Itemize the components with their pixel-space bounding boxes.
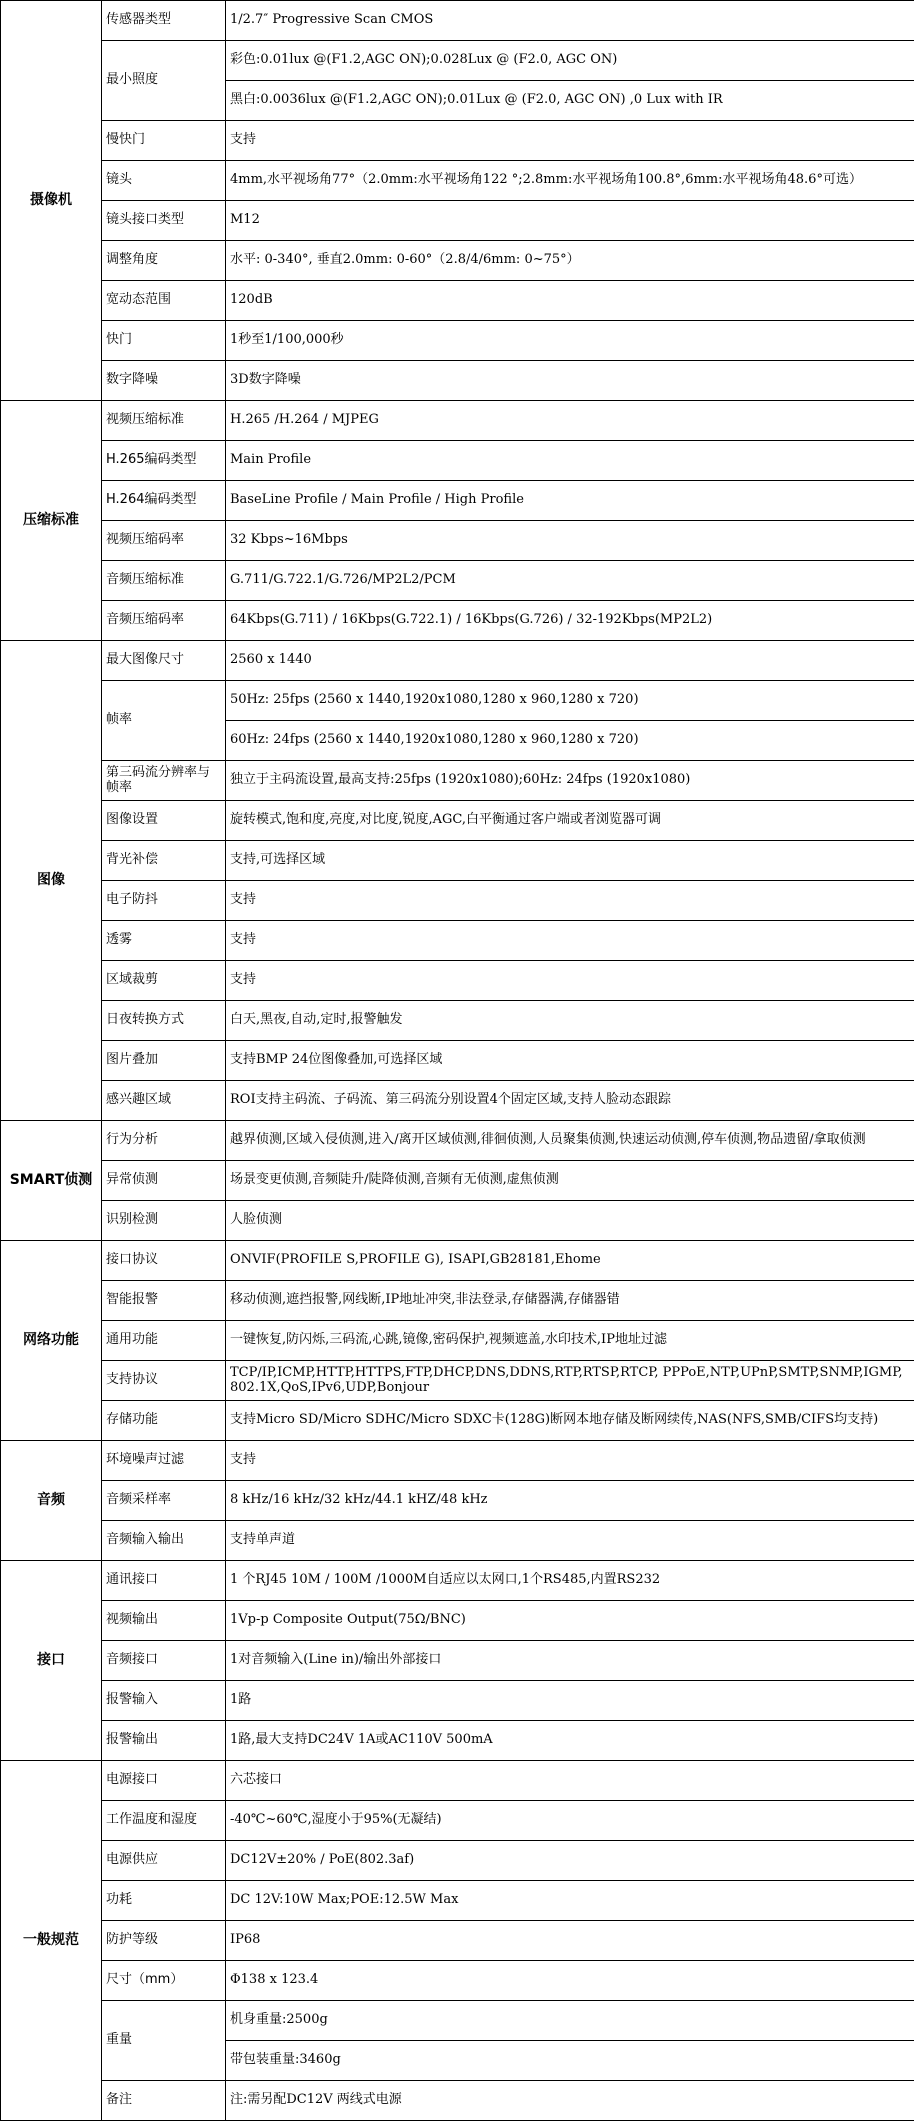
table-row <box>1 121 914 161</box>
spec-value: ROI支持主码流、子码流、第三码流分别设置4个固定区域,支持人脸动态跟踪 <box>226 1081 914 1121</box>
spec-value: 4mm,水平视场角77°（2.0mm:水平视场角122 °;2.8mm:水平视场角100.8°,6mm:水平视场角48.6°可选） <box>226 161 914 201</box>
spec-value: 1秒至1/100,000秒 <box>226 321 914 361</box>
table-row <box>1 41 914 81</box>
table-row <box>1 2081 914 2121</box>
spec-value: M12 <box>226 201 914 241</box>
spec-label: 慢快门 <box>102 121 226 161</box>
table-row <box>1 1921 914 1961</box>
table-row <box>1 1201 914 1241</box>
spec-value: 支持 <box>226 1441 914 1481</box>
spec-label: 音频采样率 <box>102 1481 226 1521</box>
spec-value: BaseLine Profile / Main Profile / High Profile <box>226 481 914 521</box>
spec-value: DC12V±20% / PoE(802.3af) <box>226 1841 914 1881</box>
spec-table-body <box>1 1 914 2121</box>
spec-value: 1/2.7″ Progressive Scan CMOS <box>226 1 914 41</box>
spec-label: 存储功能 <box>102 1401 226 1441</box>
spec-label: 接口协议 <box>102 1241 226 1281</box>
spec-label: 音频输入输出 <box>102 1521 226 1561</box>
table-row <box>1 1041 914 1081</box>
spec-label: 宽动态范围 <box>102 281 226 321</box>
spec-label: 视频输出 <box>102 1601 226 1641</box>
table-row <box>1 441 914 481</box>
table-row <box>1 801 914 841</box>
table-row <box>1 1321 914 1361</box>
spec-value: ONVIF(PROFILE S,PROFILE G), ISAPI,GB28181,Ehome <box>226 1241 914 1281</box>
table-row <box>1 561 914 601</box>
spec-value: 黑白:0.0036lux @(F1.2,AGC ON);0.01Lux @ (F2.0, AGC ON) ,0 Lux with IR <box>226 81 914 121</box>
table-row <box>1 1001 914 1041</box>
spec-label: 最小照度 <box>102 41 226 121</box>
table-row <box>1 321 914 361</box>
table-row <box>1 1681 914 1721</box>
section-category: 摄像机 <box>1 1 102 401</box>
spec-label: 识别检测 <box>102 1201 226 1241</box>
spec-label: 报警输入 <box>102 1681 226 1721</box>
spec-value: 机身重量:2500g <box>226 2001 914 2041</box>
table-row <box>1 1081 914 1121</box>
spec-value: 64Kbps(G.711) / 16Kbps(G.722.1) / 16Kbps(G.726) / 32-192Kbps(MP2L2) <box>226 601 914 641</box>
table-row <box>1 1401 914 1441</box>
spec-value: 移动侦测,遮挡报警,网线断,IP地址冲突,非法登录,存储器满,存储器错 <box>226 1281 914 1321</box>
table-row <box>1 1641 914 1681</box>
table-row <box>1 841 914 881</box>
spec-label: 备注 <box>102 2081 226 2121</box>
table-row <box>1 1441 914 1481</box>
spec-label: 防护等级 <box>102 1921 226 1961</box>
spec-value: 8 kHz/16 kHz/32 kHz/44.1 kHZ/48 kHz <box>226 1481 914 1521</box>
spec-label: 帧率 <box>102 681 226 761</box>
spec-value: IP68 <box>226 1921 914 1961</box>
table-row <box>1 1721 914 1761</box>
section-category: 接口 <box>1 1561 102 1761</box>
spec-value: DC 12V:10W Max;POE:12.5W Max <box>226 1881 914 1921</box>
spec-label: H.265编码类型 <box>102 441 226 481</box>
spec-value: 支持,可选择区域 <box>226 841 914 881</box>
table-row <box>1 2001 914 2041</box>
spec-value: 120dB <box>226 281 914 321</box>
table-row <box>1 401 914 441</box>
spec-label: 透雾 <box>102 921 226 961</box>
section-category: SMART侦测 <box>1 1121 102 1241</box>
spec-label: 音频压缩码率 <box>102 601 226 641</box>
spec-value: Main Profile <box>226 441 914 481</box>
table-row <box>1 1841 914 1881</box>
spec-value: Φ138 x 123.4 <box>226 1961 914 2001</box>
table-row <box>1 961 914 1001</box>
spec-label: 数字降噪 <box>102 361 226 401</box>
spec-label: 功耗 <box>102 1881 226 1921</box>
table-row <box>1 161 914 201</box>
table-row <box>1 361 914 401</box>
spec-value: 1 个RJ45 10M / 100M /1000M自适应以太网口,1个RS485,内置RS232 <box>226 1561 914 1601</box>
section-category: 网络功能 <box>1 1241 102 1441</box>
spec-value: 60Hz: 24fps (2560 x 1440,1920x1080,1280 x 960,1280 x 720) <box>226 721 914 761</box>
spec-label: 视频压缩标准 <box>102 401 226 441</box>
spec-label: 第三码流分辨率与帧率 <box>102 761 226 801</box>
spec-label: 电源接口 <box>102 1761 226 1801</box>
spec-value: TCP/IP,ICMP,HTTP,HTTPS,FTP,DHCP,DNS,DDNS,RTP,RTSP,RTCP, PPPoE,NTP,UPnP,SMTP,SNMP,IGMP,802.1X,QoS,IPv6,UDP,Bonjour <box>226 1361 914 1401</box>
spec-label: 图像设置 <box>102 801 226 841</box>
spec-value: 支持Micro SD/Micro SDHC/Micro SDXC卡(128G)断网本地存储及断网续传,NAS(NFS,SMB/CIFS均支持) <box>226 1401 914 1441</box>
spec-value: 人脸侦测 <box>226 1201 914 1241</box>
spec-label: 电源供应 <box>102 1841 226 1881</box>
section-category: 音频 <box>1 1441 102 1561</box>
spec-label: 最大图像尺寸 <box>102 641 226 681</box>
spec-value: 50Hz: 25fps (2560 x 1440,1920x1080,1280 x 960,1280 x 720) <box>226 681 914 721</box>
table-row <box>1 1 914 41</box>
spec-label: 日夜转换方式 <box>102 1001 226 1041</box>
table-row <box>1 1561 914 1601</box>
table-row <box>1 761 914 801</box>
spec-value: 六芯接口 <box>226 1761 914 1801</box>
table-row <box>1 1161 914 1201</box>
spec-value: 越界侦测,区域入侵侦测,进入/离开区域侦测,徘徊侦测,人员聚集侦测,快速运动侦测,停车侦测,物品遗留/拿取侦测 <box>226 1121 914 1161</box>
spec-label: 快门 <box>102 321 226 361</box>
table-row <box>1 881 914 921</box>
spec-label: 镜头 <box>102 161 226 201</box>
spec-value: 2560 x 1440 <box>226 641 914 681</box>
spec-label: 重量 <box>102 2001 226 2081</box>
spec-value: 水平: 0-340°, 垂直2.0mm: 0-60°（2.8/4/6mm: 0~75°） <box>226 241 914 281</box>
table-row <box>1 601 914 641</box>
spec-label: 环境噪声过滤 <box>102 1441 226 1481</box>
spec-label: 通讯接口 <box>102 1561 226 1601</box>
spec-value: 1路 <box>226 1681 914 1721</box>
spec-label: 报警输出 <box>102 1721 226 1761</box>
spec-value: 1路,最大支持DC24V 1A或AC110V 500mA <box>226 1721 914 1761</box>
table-row <box>1 1961 914 2001</box>
spec-value: 带包装重量:3460g <box>226 2041 914 2081</box>
table-row <box>1 1121 914 1161</box>
table-row <box>1 241 914 281</box>
table-row <box>1 521 914 561</box>
table-row <box>1 1521 914 1561</box>
spec-value: 32 Kbps~16Mbps <box>226 521 914 561</box>
spec-label: 图片叠加 <box>102 1041 226 1081</box>
spec-label: 工作温度和湿度 <box>102 1801 226 1841</box>
spec-label: 镜头接口类型 <box>102 201 226 241</box>
spec-value: 支持 <box>226 921 914 961</box>
spec-value: H.265 /H.264 / MJPEG <box>226 401 914 441</box>
spec-value: 支持 <box>226 961 914 1001</box>
spec-label: 异常侦测 <box>102 1161 226 1201</box>
section-category: 图像 <box>1 641 102 1121</box>
spec-value: 独立于主码流设置,最高支持:25fps (1920x1080);60Hz: 24fps (1920x1080) <box>226 761 914 801</box>
spec-label: 通用功能 <box>102 1321 226 1361</box>
spec-label: 背光补偿 <box>102 841 226 881</box>
section-category: 一般规范 <box>1 1761 102 2121</box>
table-row <box>1 1601 914 1641</box>
spec-label: 行为分析 <box>102 1121 226 1161</box>
spec-value: G.711/G.722.1/G.726/MP2L2/PCM <box>226 561 914 601</box>
table-row <box>1 1281 914 1321</box>
spec-label: 支持协议 <box>102 1361 226 1401</box>
spec-label: H.264编码类型 <box>102 481 226 521</box>
spec-label: 音频压缩标准 <box>102 561 226 601</box>
spec-value: 注:需另配DC12V 两线式电源 <box>226 2081 914 2121</box>
table-row <box>1 1761 914 1801</box>
table-row <box>1 1241 914 1281</box>
spec-value: 一键恢复,防闪烁,三码流,心跳,镜像,密码保护,视频遮盖,水印技术,IP地址过滤 <box>226 1321 914 1361</box>
section-category: 压缩标准 <box>1 401 102 641</box>
spec-label: 音频接口 <box>102 1641 226 1681</box>
spec-value: 场景变更侦测,音频陡升/陡降侦测,音频有无侦测,虚焦侦测 <box>226 1161 914 1201</box>
spec-value: 白天,黑夜,自动,定时,报警触发 <box>226 1001 914 1041</box>
spec-label: 调整角度 <box>102 241 226 281</box>
spec-value: 1对音频输入(Line in)/输出外部接口 <box>226 1641 914 1681</box>
spec-label: 区域裁剪 <box>102 961 226 1001</box>
spec-value: 旋转模式,饱和度,亮度,对比度,锐度,AGC,白平衡通过客户端或者浏览器可调 <box>226 801 914 841</box>
spec-value: 彩色:0.01lux @(F1.2,AGC ON);0.028Lux @ (F2.0, AGC ON) <box>226 41 914 81</box>
table-row <box>1 481 914 521</box>
spec-value: 3D数字降噪 <box>226 361 914 401</box>
table-row <box>1 1801 914 1841</box>
table-row <box>1 201 914 241</box>
spec-value: -40℃~60℃,湿度小于95%(无凝结) <box>226 1801 914 1841</box>
table-row <box>1 641 914 681</box>
spec-label: 感兴趣区域 <box>102 1081 226 1121</box>
spec-value: 支持BMP 24位图像叠加,可选择区域 <box>226 1041 914 1081</box>
table-row <box>1 1361 914 1401</box>
table-row <box>1 1481 914 1521</box>
spec-label: 传感器类型 <box>102 1 226 41</box>
spec-label: 智能报警 <box>102 1281 226 1321</box>
table-row <box>1 681 914 721</box>
spec-value: 支持 <box>226 121 914 161</box>
spec-label: 尺寸（mm） <box>102 1961 226 2001</box>
spec-value: 1Vp-p Composite Output(75Ω/BNC) <box>226 1601 914 1641</box>
spec-label: 视频压缩码率 <box>102 521 226 561</box>
table-row <box>1 281 914 321</box>
spec-label: 电子防抖 <box>102 881 226 921</box>
table-row <box>1 921 914 961</box>
spec-value: 支持单声道 <box>226 1521 914 1561</box>
spec-value: 支持 <box>226 881 914 921</box>
table-row <box>1 1881 914 1921</box>
